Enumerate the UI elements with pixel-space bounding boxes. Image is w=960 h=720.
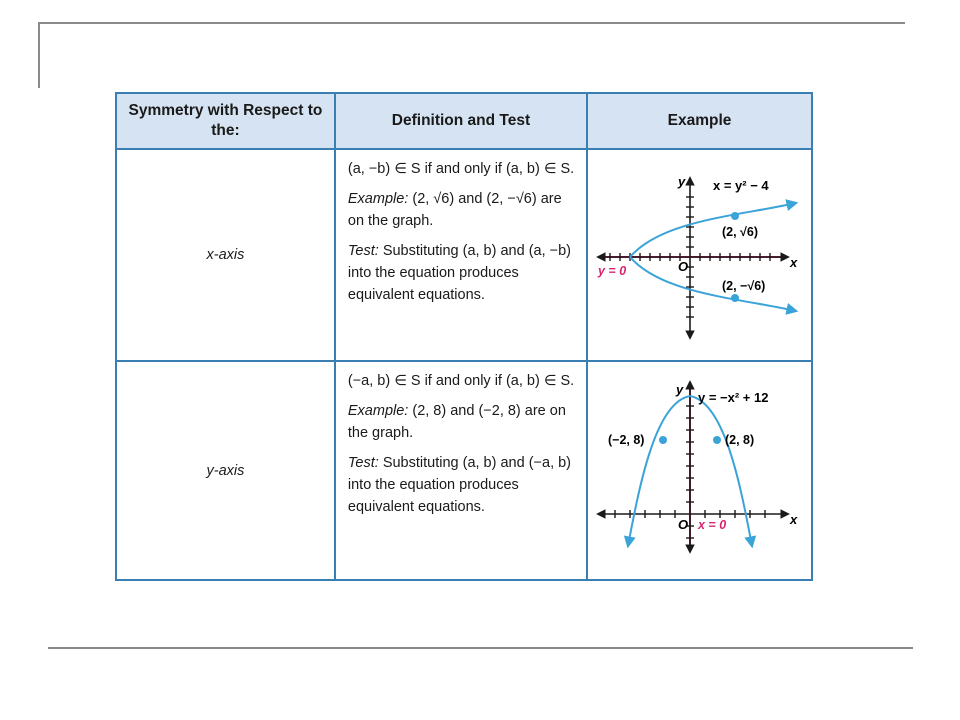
test-text: Substituting (a, b) and (a, −b) into the equation produces equivalent equations. bbox=[347, 243, 572, 303]
example-text: (2, √6) and (2, −√6) are on the graph. bbox=[347, 191, 562, 229]
test-label: Test: bbox=[347, 455, 379, 472]
point-lower bbox=[731, 294, 739, 302]
parabola-lower-branch bbox=[630, 257, 796, 311]
left-rule bbox=[38, 22, 40, 88]
point-left bbox=[659, 436, 667, 444]
point-left-label: (−2, 8) bbox=[608, 433, 645, 448]
example-text: (2, 8) and (−2, 8) are on the graph. bbox=[347, 403, 566, 442]
example-label: Example: bbox=[347, 403, 409, 420]
point-upper bbox=[731, 212, 739, 220]
symmetry-table bbox=[115, 92, 813, 581]
axis-label-x: x-axis bbox=[206, 247, 245, 264]
y-axis-label: y bbox=[676, 382, 684, 398]
origin-label: O bbox=[678, 517, 689, 533]
axis-label-y: y-axis bbox=[206, 462, 245, 479]
table-row-y-axis bbox=[116, 361, 812, 580]
definition-cell-y bbox=[335, 361, 587, 580]
equation-label: x = y² − 4 bbox=[713, 178, 769, 193]
example-paragraph bbox=[348, 400, 576, 444]
point-right-label: (2, 8) bbox=[725, 433, 755, 448]
definition-cell-x bbox=[335, 149, 587, 361]
point-upper-label: (2, √6) bbox=[722, 225, 759, 239]
header-example: Example bbox=[587, 93, 812, 149]
definition-text: (a, −b) ∈ S if and only if (a, b) ∈ S. bbox=[347, 161, 575, 177]
example-label: Example: bbox=[347, 191, 409, 207]
test-paragraph bbox=[348, 452, 576, 518]
table-row-x-axis bbox=[116, 149, 812, 361]
axis-cell-y bbox=[116, 361, 335, 580]
top-rule bbox=[40, 22, 905, 24]
test-text: Substituting (a, b) and (−a, b) into the equation produces equivalent equations. bbox=[347, 455, 572, 516]
x-axis-symmetry-graph bbox=[588, 150, 809, 360]
y-axis-symmetry-graph bbox=[588, 362, 809, 578]
example-paragraph bbox=[348, 188, 576, 232]
header-definition: Definition and Test bbox=[335, 93, 587, 149]
test-label: Test: bbox=[347, 243, 379, 259]
point-right bbox=[713, 436, 721, 444]
y-axis-label: y bbox=[678, 174, 686, 189]
x-axis-label: x bbox=[790, 512, 798, 528]
symmetry-line-label: y = 0 bbox=[598, 264, 627, 278]
x-axis-label: x bbox=[790, 255, 798, 270]
equation-label: y = −x² + 12 bbox=[698, 390, 769, 406]
bottom-rule bbox=[48, 647, 913, 649]
parabola-upper-branch bbox=[630, 203, 796, 257]
axis-cell-x bbox=[116, 149, 335, 361]
origin-label: O bbox=[678, 259, 689, 274]
example-cell-x bbox=[587, 149, 812, 361]
symmetry-line-label: x = 0 bbox=[698, 518, 727, 533]
test-paragraph bbox=[348, 240, 576, 306]
definition-text: (−a, b) ∈ S if and only if (a, b) ∈ S. bbox=[347, 373, 575, 390]
point-lower-label: (2, −√6) bbox=[722, 279, 766, 293]
example-cell-y bbox=[587, 361, 812, 580]
table-header-row bbox=[116, 93, 812, 149]
header-symmetry: Symmetry with Respect to the: bbox=[116, 93, 335, 149]
